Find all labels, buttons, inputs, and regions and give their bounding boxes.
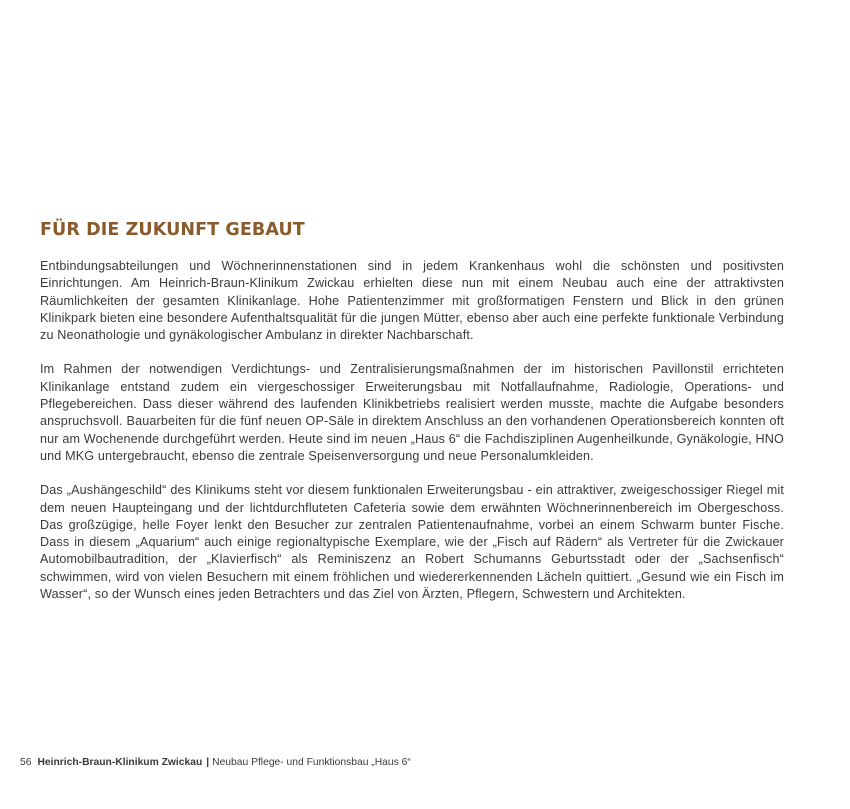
publication-title: Heinrich-Braun-Klinikum Zwickau bbox=[37, 757, 203, 768]
paragraph-extension-building: Im Rahmen der notwendigen Verdichtungs- und Zentralisierungsmaßnahmen der im historischen Pavillonstil errichteten Klinikanlage entstand zudem ein viergeschossiger Erweiterungsbau mit Notfallaufnahme, Radiologie, Operations- und Pflegebereichen. Dass dieser während des laufenden Klinikbetriebs realisiert werden musste, machte die Aufgabe besonders anspruchsvoll. Bauarbeiten für die fünf neuen OP-Säle in direktem Anschluss an den vorhandenen Operationsbereich konnten oft nur am Wochenende durchgeführt werden. Heute sind im neuen „Haus 6“ die Fachdisziplinen Augenheilkunde, Gynäkologie, HNO und MKG untergebraucht, ebenso die zentrale Speisenversorgung und neue Personalumkleiden. bbox=[40, 362, 784, 463]
publication-subtitle: Neubau Pflege- und Funktionsbau „Haus 6“ bbox=[212, 757, 411, 768]
page-footer bbox=[20, 757, 411, 768]
footer-separator: | bbox=[206, 757, 210, 768]
paragraph-entrance-foyer: Das „Aushängeschild“ des Klinikums steht vor diesem funktionalen Erweiterungsbau - ein attraktiver, zweigeschossiger Riegel mit dem neuen Haupteingang und der lichtdurchfluteten Cafeteria sowie dem erwähnten Wöchnerinnenbereich im Obergeschoss. Das großzügige, helle Foyer lenkt den Besucher zur zentralen Patientenaufnahme, vorbei an einem Schwarm bunter Fische. Dass in diesem „Aquarium“ auch einige regionaltypische Exemplare, wie der „Fisch auf Rädern“ als Vertreter für die Zwickauer Automobilbautradition, der „Klavierfisch“ als Reminiszenz an Robert Schumanns Geburtsstadt oder der „Sachsenfisch“ schwimmen, wird von vielen Besuchern mit einem fröhlichen und wiedererkennenden Lächeln quittiert. „Gesund wie ein Fisch im Wasser“, so der Wunsch eines jeden Betrachters und das Ziel von Ärzten, Pflegern, Schwestern und Architekten. bbox=[40, 483, 784, 602]
article-body bbox=[40, 258, 784, 620]
page-number: 56 bbox=[20, 757, 32, 768]
paragraph-maternity-ward: Entbindungsabteilungen und Wöchnerinnenstationen sind in jedem Krankenhaus wohl die schönsten und positivsten Einrichtungen. Am Heinrich-Braun-Klinikum Zwickau erhielten diese nun mit einem Neubau auch eine der attraktivsten Räumlichkeiten der gesamten Klinikanlage. Hohe Patientenzimmer mit großformatigen Fenstern und Blick in den grünen Klinikpark bieten eine besondere Aufenthaltsqualität für die jungen Mütter, ebenso aber auch eine perfekte funktionale Verbindung zu Neonathologie und gynäkologischer Ambulanz in direkter Nachbarschaft. bbox=[40, 259, 784, 343]
section-heading: FÜR DIE ZUKUNFT GEBAUT bbox=[40, 220, 305, 240]
